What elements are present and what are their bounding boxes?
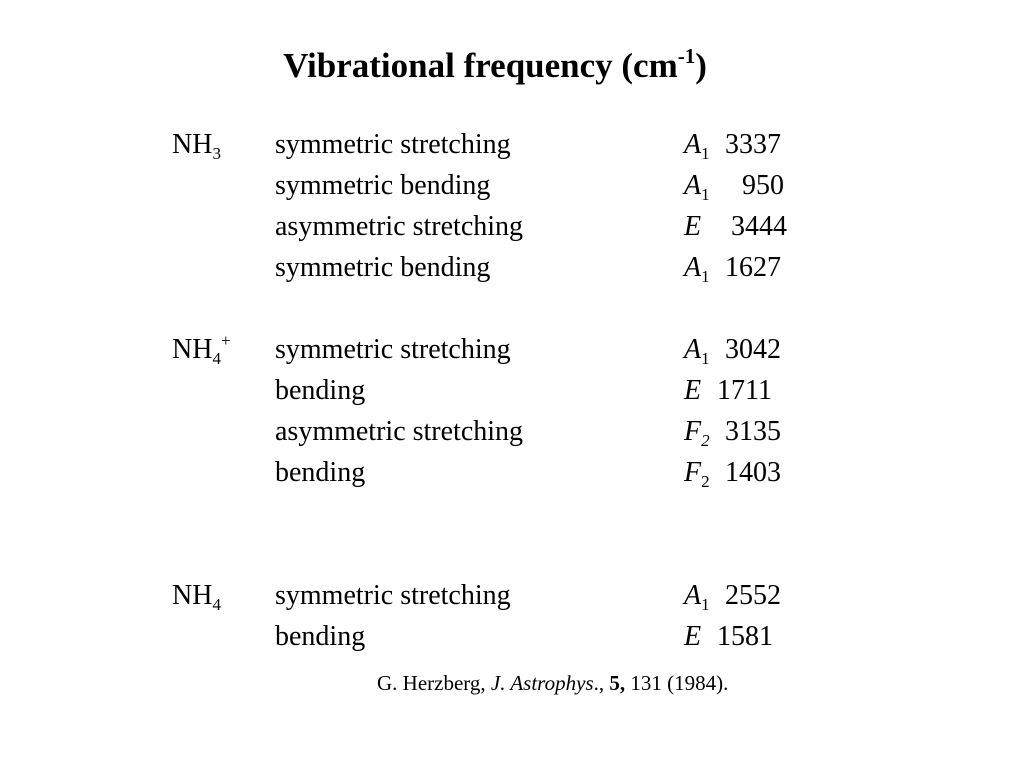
symmetry-letter: A xyxy=(684,129,702,160)
frequency-value: 3337 xyxy=(725,129,781,160)
citation-journal-punct: ., xyxy=(593,671,610,695)
frequency-value: 3042 xyxy=(725,334,781,365)
symmetry-label xyxy=(684,453,710,496)
mode-label: symmetric stretching xyxy=(275,580,511,611)
symmetry-label xyxy=(684,166,710,209)
symmetry-letter: A xyxy=(684,334,702,365)
symmetry-subscript: 1 xyxy=(701,144,710,163)
species-subscript: 4 xyxy=(212,595,221,614)
symmetry-letter: F xyxy=(684,457,702,488)
frequency-value: 2552 xyxy=(725,580,781,611)
symmetry-letter: A xyxy=(684,580,702,611)
symmetry-letter: E xyxy=(684,621,702,652)
frequency-value: 1711 xyxy=(717,375,772,406)
frequency-value: 1581 xyxy=(717,621,773,652)
symmetry-letter: F xyxy=(684,416,702,447)
species-nh4-plus xyxy=(172,330,231,373)
frequency-value: 1627 xyxy=(725,252,781,283)
title-text: Vibrational frequency (cm xyxy=(283,46,678,85)
mode-label: symmetric stretching xyxy=(275,129,511,160)
species-nh4 xyxy=(172,576,221,619)
mode-label: asymmetric stretching xyxy=(275,416,524,447)
symmetry-label xyxy=(684,617,701,660)
mode-label: symmetric bending xyxy=(275,252,491,283)
species-base: NH xyxy=(172,580,213,611)
frequency-value: 950 xyxy=(742,170,784,201)
frequency-value: 3444 xyxy=(731,211,787,242)
citation-volume: 5, xyxy=(609,671,626,695)
species-base: NH xyxy=(172,334,213,365)
species-superscript: + xyxy=(220,331,231,350)
frequency-value: 3135 xyxy=(725,416,781,447)
symmetry-label xyxy=(684,330,710,373)
mode-label: bending xyxy=(275,375,366,406)
frequency-value: 1403 xyxy=(725,457,781,488)
symmetry-subscript: 1 xyxy=(701,267,710,286)
citation xyxy=(377,668,728,698)
page-title xyxy=(0,44,990,92)
symmetry-label xyxy=(684,576,710,619)
symmetry-subscript: 2 xyxy=(701,431,710,450)
citation-author: G. Herzberg, xyxy=(377,671,491,695)
title-superscript: -1 xyxy=(677,44,696,68)
mode-label: asymmetric stretching xyxy=(275,211,524,242)
symmetry-subscript: 1 xyxy=(701,595,710,614)
symmetry-subscript: 1 xyxy=(701,349,710,368)
mode-label: symmetric bending xyxy=(275,170,491,201)
symmetry-letter: E xyxy=(684,211,702,242)
symmetry-label xyxy=(684,125,710,168)
mode-label: bending xyxy=(275,457,366,488)
symmetry-label xyxy=(684,207,701,250)
species-nh3 xyxy=(172,125,221,168)
symmetry-label xyxy=(684,248,710,291)
symmetry-label xyxy=(684,412,710,455)
mode-label: symmetric stretching xyxy=(275,334,511,365)
species-subscript: 3 xyxy=(212,144,221,163)
symmetry-subscript: 1 xyxy=(701,185,710,204)
symmetry-letter: E xyxy=(684,375,702,406)
citation-rest: 131 (1984). xyxy=(625,671,729,695)
symmetry-letter: A xyxy=(684,252,702,283)
mode-label: bending xyxy=(275,621,366,652)
symmetry-subscript: 2 xyxy=(701,472,710,491)
title-close: ) xyxy=(695,46,707,85)
symmetry-label xyxy=(684,371,701,414)
symmetry-letter: A xyxy=(684,170,702,201)
citation-journal: J. Astrophys xyxy=(490,671,594,695)
species-subscript: 4 xyxy=(212,349,221,368)
species-base: NH xyxy=(172,129,213,160)
